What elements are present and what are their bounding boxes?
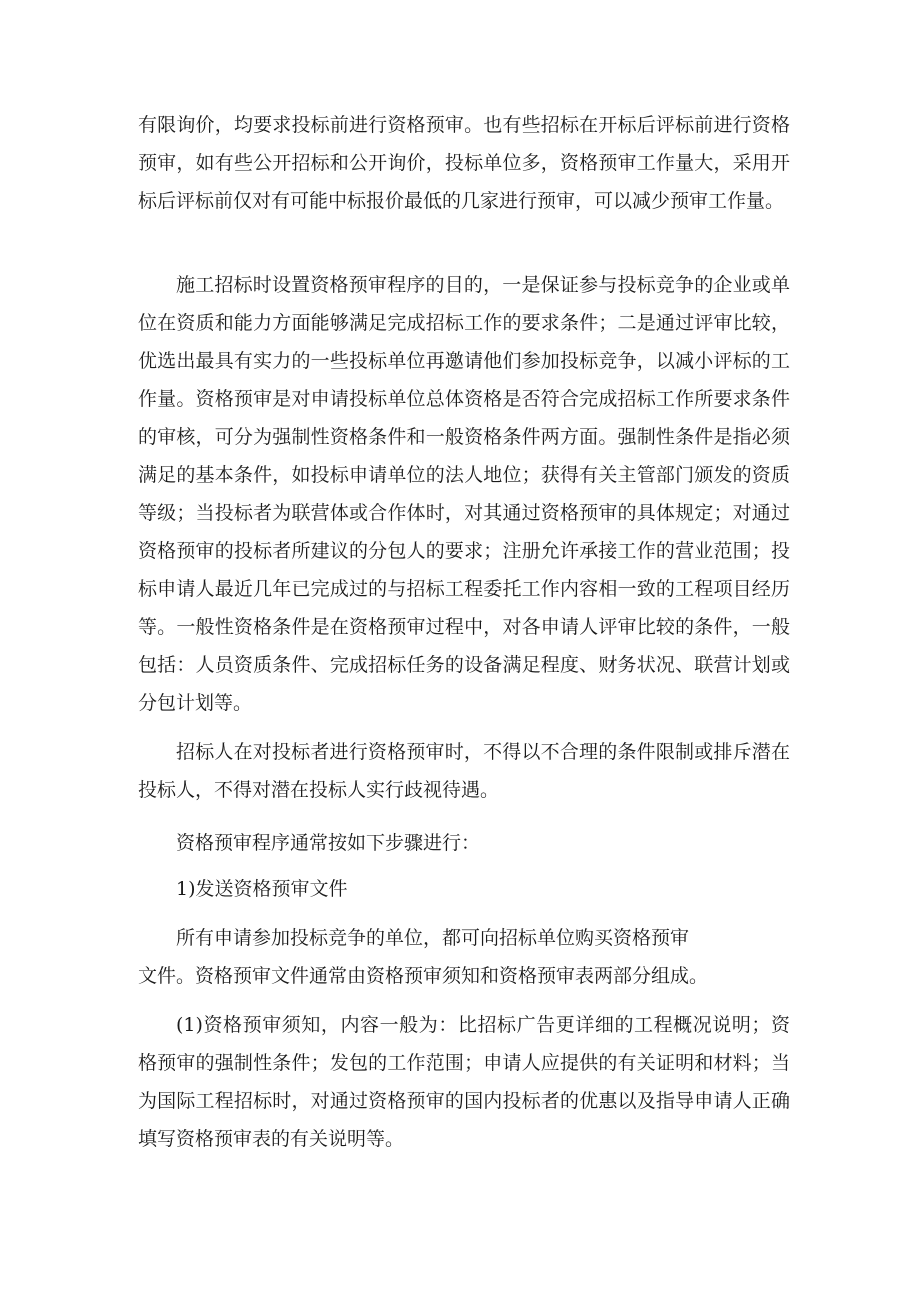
paragraph-prequalification-purpose: 施工招标时设置资格预审程序的目的，一是保证参与投标竞争的企业或单位在资质和能力方面能够满足完成招标工作的要求条件；二是通过评审比较，优选出最具有实力的一些投标单位再邀请他们参加投标竞争，以减小评标的工作量。资格预审是对申请投标单位总体资格是否符合完成招标工作所要求条件的审核，可分为强制性资格条件和一般资格条件两方面。强制性条件是指必须满足的基本条件，如投标申请单位的法人地位；获得有关主管部门颁发的资质等级；当投标者为联营体或合作体时，对其通过资格预审的具体规定；对通过资格预审的投标者所建议的分包人的要求；注册允许承接工作的营业范围；投标申请人最近几年已完成过的与招标工程委托工作内容相一致的工程项目经历等。一般性资格条件是在资格预审过程中，对各申请人评审比较的条件，一般包括：人员资质条件、完成招标任务的设备满足程度、财务状况、联营计划或分包计划等。 [138, 274, 790, 714]
paragraph-prequalification-instructions: (1)资格预审须知，内容一般为：比招标广告更详细的工程概况说明；资格预审的强制性条件；发包的工作范围；申请人应提供的有关证明和材料；当为国际工程招标时，对通过资格预审的国内投标者的优惠以及指导申请人正确填写资格预审表的有关说明等。 [138, 1014, 790, 1150]
paragraph-documents-composition: 文件。资格预审文件通常由资格预审须知和资格预审表两部分组成。 [138, 965, 709, 987]
step-1-heading: 1)发送资格预审文件 [176, 878, 348, 900]
paragraph-no-discrimination: 招标人在对投标者进行资格预审时，不得以不合理的条件限制或排斥潜在投标人，不得对潜在投标人实行歧视待遇。 [138, 741, 790, 801]
paragraph-purchase-documents: 所有申请参加投标竞争的单位，都可向招标单位购买资格预审 [176, 927, 690, 949]
paragraph-procedure-intro: 资格预审程序通常按如下步骤进行： [176, 832, 481, 854]
paragraph-prequalification-timing: 有限询价，均要求投标前进行资格预审。也有些招标在开标后评标前进行资格预审，如有些公开招标和公开询价，投标单位多，资格预审工作量大，采用开标后评标前仅对有可能中标报价最低的几家进行预审，可以减少预审工作量。 [138, 114, 790, 212]
